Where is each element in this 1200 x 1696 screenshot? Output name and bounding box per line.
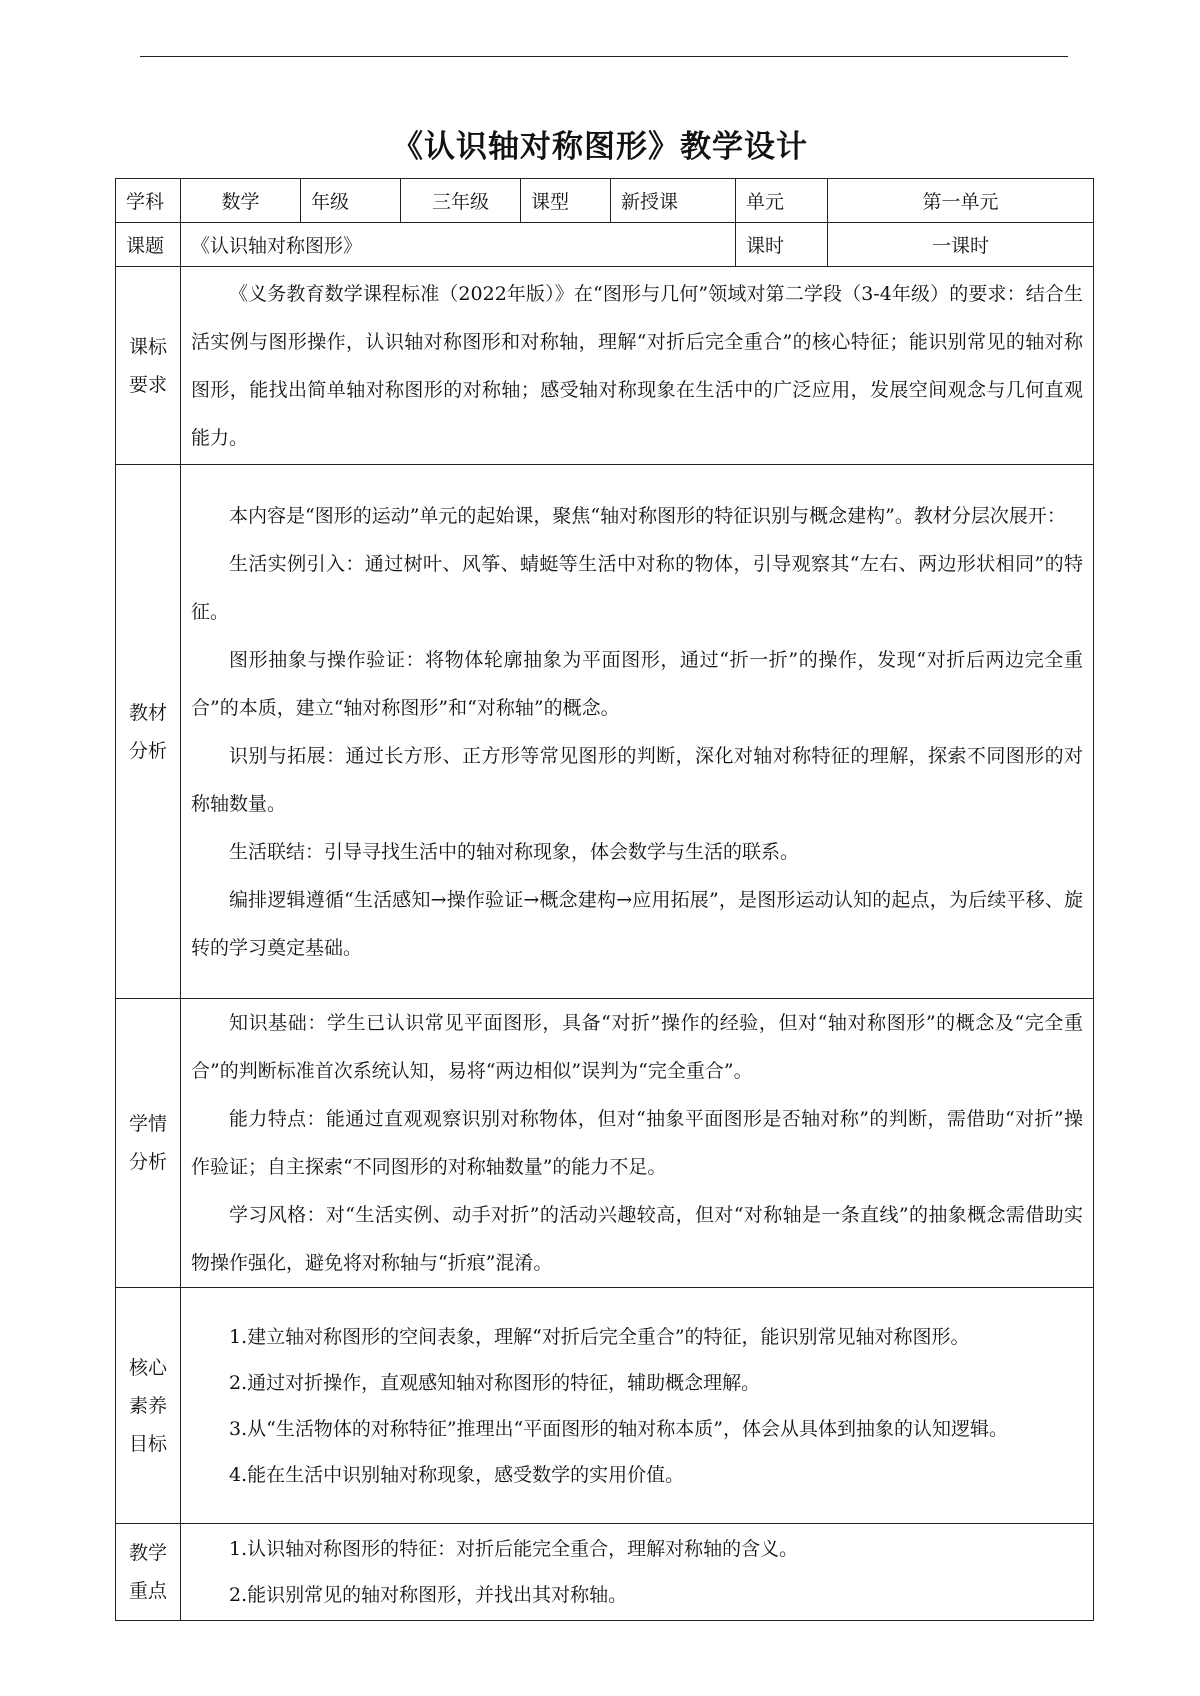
textbook-label-line1: 教材 [128,701,167,724]
lesson-type-label: 课型 [521,179,611,223]
standard-paragraph: 《义务教育数学课程标准（2022年版）》在“图形与几何”领域对第二学段（3-4年级）的要求：结合生活实例与图形操作，认识轴对称图形和对称轴，理解“对折后完全重合”的核心特征；能识别常见的轴对称图形，能找出简单轴对称图形的对称轴；感受轴对称现象在生活中的广泛应用，发展空间观念与几何直观能力。 [191,282,1083,449]
goals-content [181,1288,1094,1524]
learners-label-line1: 学情 [128,1113,167,1135]
textbook-paragraph: 本内容是“图形的运动”单元的起始课，聚焦“轴对称图形的特征识别与概念建构”。教材分层次展开： [229,504,1066,527]
grade-value: 三年级 [401,179,521,223]
textbook-row [116,465,1094,999]
textbook-paragraph: 图形抽象与操作验证：将物体轮廓抽象为平面图形，通过“折一折”的操作，发现“对折后两边完全重合”的本质，建立“轴对称图形”和“对称轴”的概念。 [191,648,1083,719]
topic-value: 《认识轴对称图形》 [181,223,736,267]
goals-label-line2: 素养 [128,1394,167,1417]
unit-label: 单元 [736,179,828,223]
textbook-content [181,465,1094,999]
topic-label: 课题 [116,223,181,267]
goals-paragraph: 2.通过对折操作，直观感知轴对称图形的特征，辅助概念理解。 [229,1371,761,1394]
textbook-paragraph: 编排逻辑遵循“生活感知→操作验证→概念建构→应用拓展”，是图形运动认知的起点，为后续平移、旋转的学习奠定基础。 [191,888,1083,959]
textbook-label-line2: 分析 [128,739,167,762]
period-value: 一课时 [828,223,1094,267]
learners-label-line2: 分析 [128,1151,167,1173]
keypoints-label-line1: 教学 [128,1542,167,1564]
learners-paragraph: 能力特点：能通过直观观察识别对称物体，但对“抽象平面图形是否轴对称”的判断，需借助“对折”操作验证；自主探索“不同图形的对称轴数量”的能力不足。 [191,1108,1083,1178]
subject-value: 数学 [181,179,301,223]
keypoints-paragraph: 1.认识轴对称图形的特征：对折后能完全重合，理解对称轴的含义。 [229,1538,799,1560]
textbook-paragraph: 识别与拓展：通过长方形、正方形等常见图形的判断，深化对轴对称特征的理解，探索不同图形的对称轴数量。 [191,744,1083,815]
period-label: 课时 [736,223,828,267]
standard-label-line1: 课标 [128,335,167,358]
standard-label-line2: 要求 [128,373,167,396]
lesson-type-value: 新授课 [611,179,736,223]
meta-row-1 [116,179,1094,223]
learners-paragraph: 知识基础：学生已认识常见平面图形，具备“对折”操作的经验，但对“轴对称图形”的概念及“完全重合”的判断标准首次系统认知，易将“两边相似”误判为“完全重合”。 [191,1012,1083,1082]
textbook-paragraph: 生活实例引入：通过树叶、风筝、蜻蜓等生活中对称的物体，引导观察其“左右、两边形状相同”的特征。 [191,552,1083,623]
learners-label [116,999,181,1288]
standard-label [116,267,181,465]
keypoints-label-line2: 重点 [128,1580,167,1602]
keypoints-label [116,1524,181,1621]
keypoints-content [181,1524,1094,1621]
goals-label-line3: 目标 [128,1432,167,1455]
grade-label: 年级 [301,179,401,223]
textbook-paragraph: 生活联结：引导寻找生活中的轴对称现象，体会数学与生活的联系。 [229,840,800,863]
keypoints-row [116,1524,1094,1621]
meta-row-2 [116,223,1094,267]
standard-content [181,267,1094,465]
goals-label-line1: 核心 [128,1356,167,1379]
header-rule [140,56,1068,57]
goals-paragraph: 1.建立轴对称图形的空间表象，理解“对折后完全重合”的特征，能识别常见轴对称图形。 [229,1325,970,1348]
learners-paragraph: 学习风格：对“生活实例、动手对折”的活动兴趣较高，但对“对称轴是一条直线”的抽象概念需借助实物操作强化，避免将对称轴与“折痕”混淆。 [191,1204,1083,1274]
document-title: 《认识轴对称图形》教学设计 [392,129,808,165]
keypoints-paragraph: 2.能识别常见的轴对称图形，并找出其对称轴。 [229,1584,628,1606]
textbook-label [116,465,181,999]
unit-value: 第一单元 [828,179,1094,223]
learners-row [116,999,1094,1288]
learners-content [181,999,1094,1288]
standard-row [116,267,1094,465]
goals-row [116,1288,1094,1524]
goals-paragraph: 4.能在生活中识别轴对称现象，感受数学的实用价值。 [229,1463,685,1486]
goals-paragraph: 3.从“生活物体的对称特征”推理出“平面图形的轴对称本质”，体会从具体到抽象的认知逻辑。 [229,1417,1008,1440]
goals-label [116,1288,181,1524]
subject-label: 学科 [116,179,181,223]
lesson-plan-table [115,178,1094,1621]
